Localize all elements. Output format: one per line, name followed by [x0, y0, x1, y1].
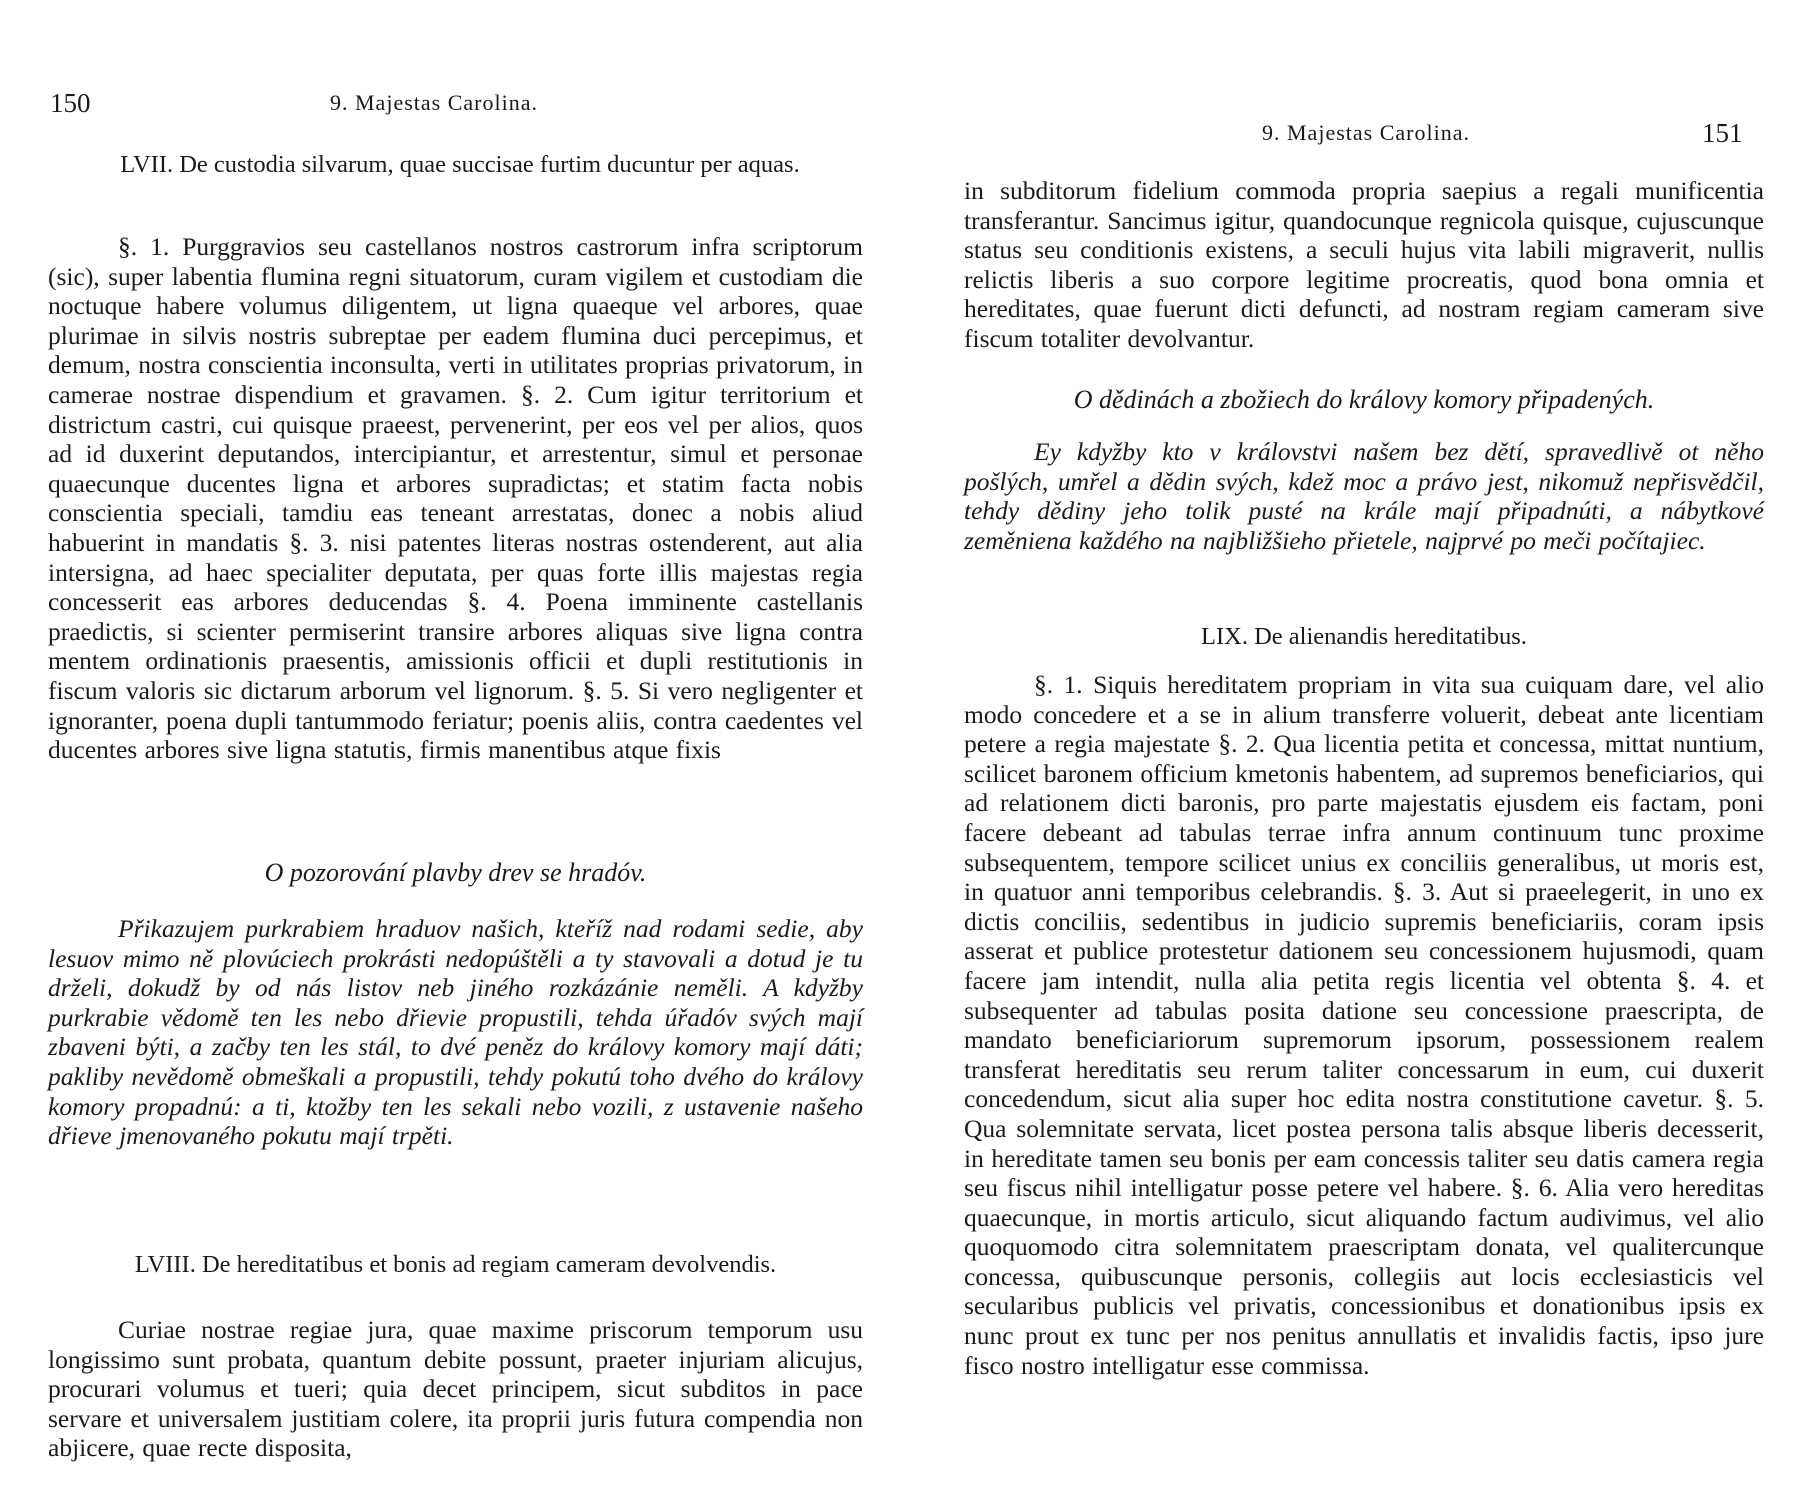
page-number: 150	[50, 88, 91, 118]
czech-paragraph-lvii	[48, 914, 863, 1151]
latin-text: Curiae nostrae regiae jura, quae maxime priscorum temporum usu longissimo sunt probata, quantum debite possunt, praeter injuriam alicujus, procurari volumus et tueri; quia decet principem, sicut subditos in pace servare et universalem justitiam colere, ita proprii juris futura compendia non abjicere, quae recte disposita,	[48, 1315, 863, 1463]
czech-text: Ey kdyžby kto v královstvi našem bez dětí, spravedlivě ot něho pošlých, umřel a dědin svých, kdež moc a právo jest, nikomuž nepřisvědčil, tehdy dědiny jeho tolik pusté na krále mají připadnúti, a nábytkové zeměniena každého na najbližšieho přietele, najprvé po meči počítajiec.	[964, 437, 1764, 555]
section-heading-lvii: LVII. De custodia silvarum, quae succisae furtim ducuntur per aquas.	[120, 151, 800, 178]
czech-text: Přikazujem purkrabiem hraduov našich, kteříž nad rodami sedie, aby lesuov mimo ně plovúciech prokrásti nedopúštěli a ty stavovali a dotud je tu drželi, dokudž by od nás listov neb jiného rozkázánie neměli. A kdyžby purkrabie vědomě ten les nebo dřievie propustili, tehda úřadóv svých mají zbaveni býti, a začby ten les stál, to dvé peněz do královy komory mají dáti; pakliby nevědomě obmeškali a propustili, tehdy pokutú toho dvého do královy komory propadnú: a ti, ktožby ten les sekali nebo vozili, z ustavenie našeho dřieve jmenovaného pokutu mají trpěti.	[48, 914, 863, 1151]
czech-paragraph-lviii	[964, 437, 1764, 555]
continuation-paragraph	[964, 176, 1764, 354]
latin-text: §. 1. Purggravios seu castellanos nostros castrorum infra scriptorum (sic), super labentia flumina regni situatorum, curam vigilem et custodiam die noctuque habere volumus diligentem, ut ligna quaeque vel arbores, quae plurimae in silvis nostris subreptae per eadem flumina duci percepimus, et demum, nostra conscientia inconsulta, verti in utilitates proprias privatorum, in camerae nostrae dispendium et gravamen. §. 2. Cum igitur territorium et districtum castri, cui quisque praeest, pervenerint, per eos vel per alios, quos ad id duxerint deputandos, intercipiantur, et arrestentur, simul et personae quaecunque ducentes ligna et arbores supradictas; et statim facta nobis conscientia speciali, tamdiu eas teneant arrestatas, donec a nobis aliud habuerint in mandatis §. 3. nisi patentes literas nostras ostenderent, aut alia intersigna, ad haec specialiter deputata, per quas forte illis majestas regia concesserit eas arbores deducendas §. 4. Poena imminente castellanis praedictis, si scienter permiserint transire arbores aliquas sive ligna contra mentem ordinationis praesentis, amissionis officii et dupli restitutionis in fiscum valoris sic dictarum arborum vel lignorum. §. 5. Si vero negligenter et ignoranter, poena dupli tantummodo feriatur; poenis aliis, contra caedentes vel ducentes arbores sive ligna statutis, firmis manentibus atque fixis	[48, 232, 863, 765]
latin-paragraph-lviii	[48, 1315, 863, 1463]
latin-paragraph-lvii	[48, 232, 863, 765]
running-head: 9. Majestas Carolina.	[1262, 120, 1470, 145]
running-head: 9. Majestas Carolina.	[330, 90, 538, 115]
latin-text: §. 1. Siquis hereditatem propriam in vita sua cuiquam dare, vel alio modo concedere et a se in alium transferre voluerit, debeat ante licentiam petere a regia majestate §. 2. Qua licentia petita et concessa, mittat nuntium, scilicet baronem officium kmetonis habentem, ad supremos beneficiarios, qui ad relationem dicti baronis, pro parte majestatis ejusdem eis factam, poni facere debeant ad tabulas terrae infra annum continuum tunc proxime subsequentem, tempore scilicet unius ex conciliis generalibus, ut moris est, in quatuor anni temporibus celebrandis. §. 3. Aut si praeelegerit, in uno ex dictis conciliis, sedentibus in judicio supremis beneficiariis, coram ipsis asserat et publice protestetur dationem seu concessionem hujusmodi, quam facere jam intendit, nulla alia petita regis licentia vel obtenta §. 4. et subsequenter ad tabulas posita datione seu concessione praescripta, de mandato beneficiariorum supremorum ipsorum, possessionem realem transferat hereditatis seu rerum taliter concessarum in eum, cui duxerit concedendum, sicut alia super hoc edita nostra constitutione cavetur. §. 5. Qua solemnitate servata, licet postea persona talis absque liberis decesserit, in hereditate tamen seu bonis per eam concessis taliter seu datis camera regia seu fiscus nihil intelligatur posse petere vel habere. §. 6. Alia vero hereditas quaecunque, in mortis articulo, sicut aliquando factum audivimus, vel alio quoquomodo citra solemnitatem praescriptam donata, vel qualitercunque concessa, quibuscunque personis, collegiis aut locis ecclesiasticis vel secularibus publicis vel privatis, concessionibus et donationibus ipsis ex nunc prout ex tunc per nos penitus annullatis et invalidis factis, ipso jure fisco nostro intelligatur esse commissa.	[964, 670, 1764, 1380]
latin-text: in subditorum fidelium commoda propria saepius a regali munificentia transferantur. Sancimus igitur, quandocunque regnicola quisque, cujuscunque status seu conditionis existens, a seculi hujus vita labili migraverit, nullis relictis liberis a suo corpore legitime procreatis, quod bona omnia et hereditates, quae fuerunt dicti defuncti, ad nostram regiam cameram sive fiscum totaliter devolvantur.	[964, 176, 1764, 353]
section-heading-lix: LIX. De alienandis hereditatibus.	[1201, 623, 1527, 650]
section-heading-lviii: LVIII. De hereditatibus et bonis ad regiam cameram devolvendis.	[134, 1251, 777, 1278]
right-page	[907, 0, 1814, 1500]
czech-heading-lviii: O dědinách a zbožiech do královy komory připadených.	[1073, 385, 1655, 414]
page-number: 151	[1702, 118, 1743, 148]
czech-heading-lvii: O pozorování plavby drev se hradóv.	[264, 858, 647, 887]
latin-paragraph-lix	[964, 670, 1764, 1380]
